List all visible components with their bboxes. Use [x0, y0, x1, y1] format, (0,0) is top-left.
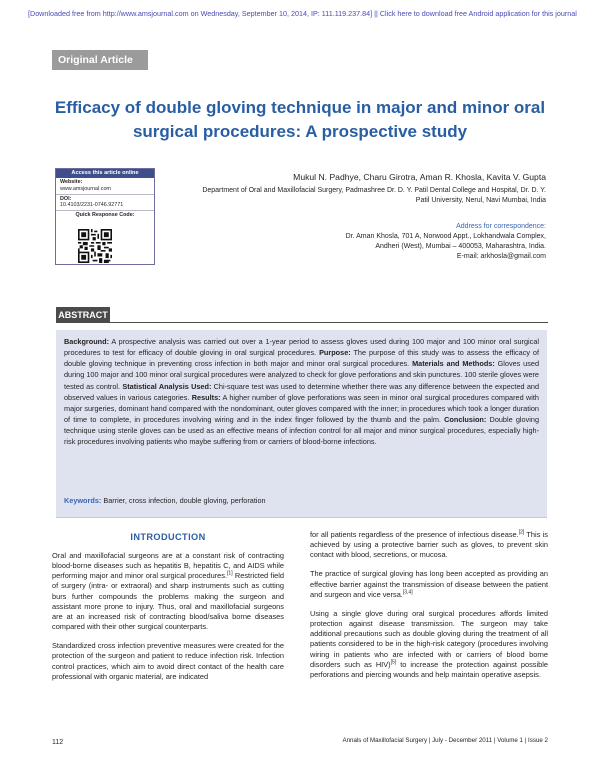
correspondence-line-1: Dr. Aman Khosla, 701 A, Norwood Appt., Lokhandwala Complex,	[345, 233, 546, 240]
correspondence-email[interactable]: E-mail: arkhosla@gmail.com	[456, 253, 546, 260]
correspondence-line-2: Andheri (West), Mumbai – 400053, Maharashtra, India.	[375, 243, 546, 250]
website-link[interactable]: www.amsjournal.com	[60, 185, 111, 192]
abstract-text	[56, 330, 547, 517]
qr-code-label: Quick Response Code:	[75, 212, 135, 219]
abstract-bottom-divider	[56, 517, 547, 518]
intro-p3-continued: This is achieved by using a protective barrier such as gloves, to prevent skin contact with blood, secretions, or mucosa.	[310, 530, 549, 560]
intro-paragraph	[310, 569, 548, 599]
journal-footer: Annals of Maxillofacial Surgery | July - December 2011 | Volume 1 | Issue 2	[342, 737, 548, 744]
conclusion-label: Conclusion:	[444, 415, 487, 425]
intro-p3-text: for all patients regardless of the presence of infectious disease.	[310, 530, 519, 539]
background-text: A prospective analysis was carried out over a 1-year period to assess gloves used during 100 major and 100 minor oral surgical procedures to test for efficacy of double gloving in oral surgical procedures.	[64, 337, 539, 358]
intro-paragraph: Standardized cross infection preventive measures were created for the protection of the surgeon and patient to reduce infection risk. Infection control practices, which aim to avoid direct contact of the health care professional with organic material, are indicated	[52, 641, 284, 681]
page-number: 112	[52, 739, 64, 746]
citation-ref[interactable]: [2]	[518, 529, 525, 536]
intro-paragraph	[310, 609, 548, 680]
intro-p4-text: The practice of surgical gloving has long been accepted as providing an effective barrier against the transmission of disease between the patient and surgeon and vice versa.	[310, 569, 548, 599]
results-text: A higher number of glove perforations was seen in minor oral surgical procedures compared with major surgeries, dominant hand compared with the nondominant, outer gloves compared with the inner; in procedures which took a longer duration of time to complete, in procedures involving wiring and in the index finger followed by the thumb and the palm.	[64, 392, 539, 425]
methods-label: Materials and Methods:	[412, 359, 495, 369]
methods-text: Gloves used during 100 major and 100 minor oral surgical procedures were analyzed to check for glove perforations and skin punctures. 100 sterile gloves were tested as control.	[64, 359, 539, 391]
keywords-text: Barrier, cross infection, double gloving, perforation	[103, 496, 266, 505]
download-banner[interactable]: [Downloaded free from http://www.amsjournal.com on Wednesday, September 10, 2014, IP: 111.119.237.84] || Click here to download free Android application for this journal	[28, 9, 577, 18]
correspondence-address	[300, 232, 546, 262]
intro-paragraph	[52, 551, 284, 632]
right-column	[310, 530, 548, 689]
doi-row	[56, 195, 154, 212]
doi-value[interactable]: 10.4103/2231-0746.92771	[60, 202, 124, 209]
results-label: Results:	[191, 392, 221, 402]
citation-ref[interactable]: [3,4]	[402, 589, 413, 596]
article-type-label: Original Article	[52, 50, 148, 70]
stats-text: Chi-square test was used to determine whether there was any difference between the expected and observed values in various categories.	[64, 381, 540, 402]
access-box-heading: Access this article online	[56, 169, 154, 178]
abstract-divider	[110, 322, 548, 323]
citation-ref[interactable]: [1]	[227, 570, 233, 577]
intro-paragraph	[310, 530, 548, 560]
abstract-label: ABSTRACT	[56, 307, 110, 323]
purpose-label: Purpose:	[319, 348, 351, 358]
intro-p1-continued: Restricted field of surgery (intra- or extraoral) and sharp instruments such as cutting burs further compounds the problems making the surgeon and assistant more prone to injury. Thus, oral and maxillofacial surgeons are at an increased risk of contracting blood/saliva borne diseases compared with their other surgical counterparts.	[52, 571, 284, 632]
website-label: Website:	[60, 179, 83, 185]
purpose-text: The purpose of this study was to assess the efficacy of double gloving technique in preventing cross infection in both major and minor oral surgical procedures.	[64, 348, 539, 369]
author-list: Mukul N. Padhye, Charu Girotra, Aman R. Khosla, Kavita V. Gupta	[293, 172, 546, 182]
conclusion-text: Double gloving technique using sterile gloves can be used as an effective means of infection control for all major and minor surgical procedures, especially high-risk procedures involving patients who maybe suffering from or carriers of blood-borne infections.	[64, 415, 540, 447]
keywords-label: Keywords:	[64, 496, 102, 505]
background-label: Background:	[64, 337, 109, 346]
correspondence-heading: Address for correspondence:	[456, 223, 546, 230]
website-row	[56, 178, 154, 195]
access-online-box	[55, 168, 155, 265]
intro-p1-text: Oral and maxillofacial surgeons are at a constant risk of contracting blood-borne diseases such as hepatitis B, hepatitis C, and AIDS while performing major and minor oral surgical procedures.	[52, 551, 284, 581]
keywords	[56, 490, 547, 512]
doi-label: DOI:	[60, 195, 72, 202]
stats-label: Statistical Analysis Used:	[122, 381, 212, 391]
intro-p5-text: Using a single glove during oral surgical procedures affords limited protection against disease transmission. The surgeon may take additional precautions such as double gloving during the treatment of all patients considered to be in the high-risk category (procedures involving wiring in patients who are infected with or carriers of blood borne disorders such as HIV)	[310, 608, 548, 669]
introduction-heading: INTRODUCTION	[130, 532, 206, 542]
left-column	[52, 551, 284, 691]
intro-p5-continued: to increase the protection against possible perforations and piercing wounds and help maintain operative asepsis.	[310, 659, 548, 679]
article-title: Efficacy of double gloving technique in major and minor oral surgical procedures: A prospective study	[54, 98, 546, 141]
author-affiliation: Department of Oral and Maxillofacial Surgery, Padmashree Dr. D. Y. Patil Dental College and Hospital, Dr. D. Y. Patil University, Nerul, Navi Mumbai, India	[202, 187, 546, 204]
citation-ref[interactable]: [5]	[390, 659, 397, 666]
qr-code-icon	[78, 229, 112, 263]
